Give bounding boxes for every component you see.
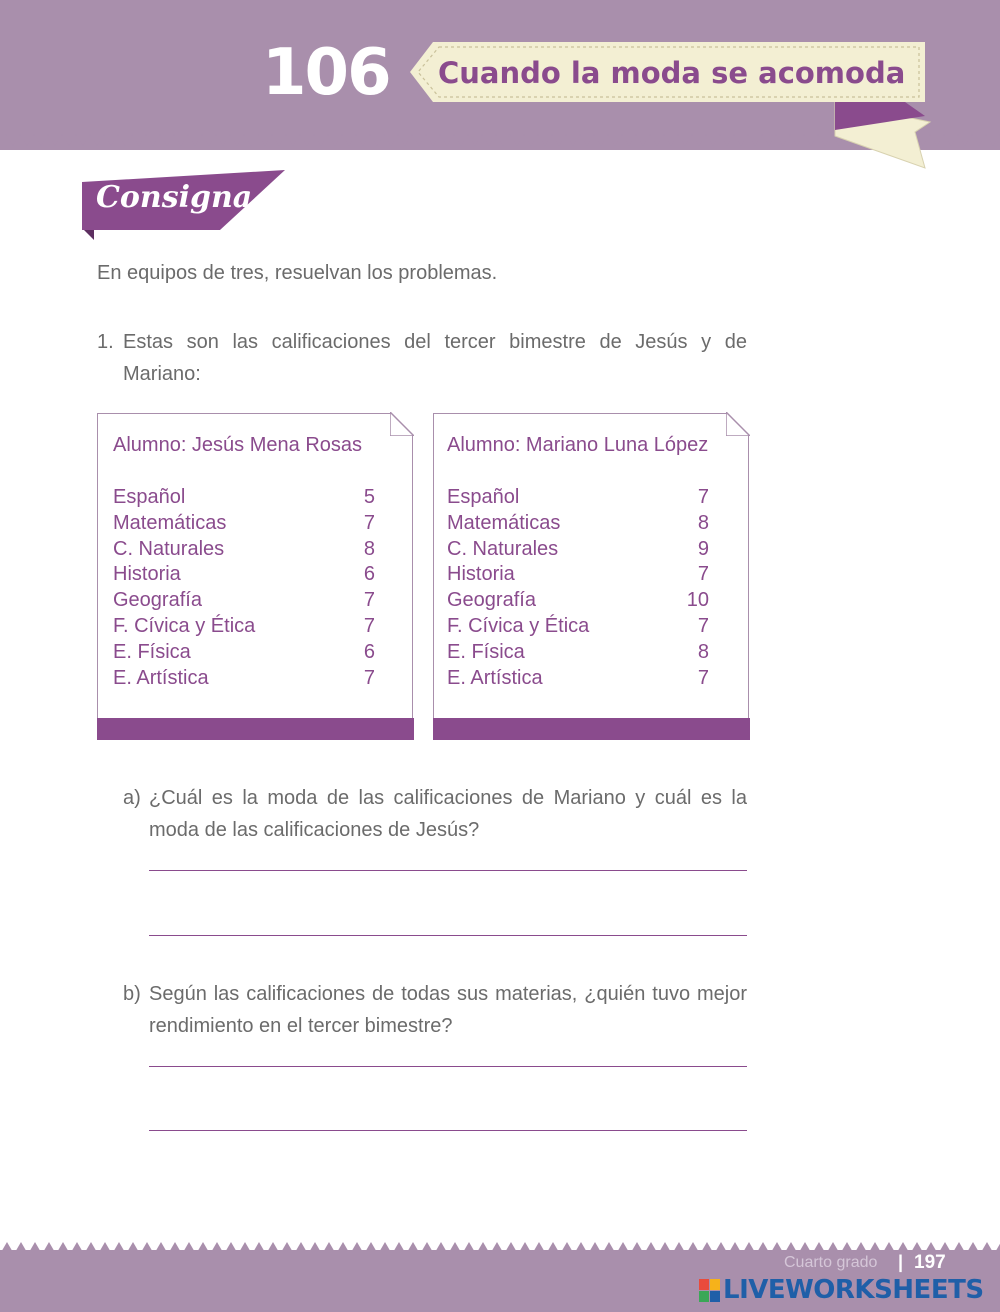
grade-row — [113, 486, 375, 512]
grade-value: 7 — [697, 666, 709, 689]
card-bottom-bar — [433, 718, 750, 740]
grade-row — [447, 641, 709, 667]
subject-label: F. Cívica y Ética — [113, 614, 256, 637]
question-text: Según las calificaciones de todas sus materias, ¿quién tuvo mejor rendimiento en el tercer bimestre? — [149, 983, 747, 1037]
grade-row — [113, 589, 375, 615]
grade-value: 7 — [363, 589, 375, 612]
grade-row — [447, 538, 709, 564]
subject-label: Historia — [113, 563, 181, 586]
grade-value: 5 — [363, 486, 375, 508]
grade-value: 10 — [686, 589, 709, 612]
grade-value: 7 — [697, 486, 709, 508]
footer-grade-label: Cuarto grado — [784, 1254, 878, 1271]
grades-list — [113, 486, 375, 692]
question-letter: a) — [123, 787, 141, 809]
grade-row — [447, 563, 709, 589]
grade-row — [113, 538, 375, 564]
grade-row — [113, 512, 375, 538]
problem-number: 1. — [97, 331, 114, 353]
grade-value: 8 — [363, 537, 375, 560]
grade-value: 6 — [363, 563, 375, 586]
grades-card-mariano — [433, 413, 749, 740]
student-name: Alumno: Mariano Luna López — [447, 434, 709, 456]
grade-row — [113, 641, 375, 667]
grade-value: 7 — [363, 614, 375, 637]
grade-value: 8 — [697, 511, 709, 534]
grade-row — [113, 667, 375, 693]
grade-value: 7 — [697, 563, 709, 586]
page-number: 197 — [914, 1252, 946, 1273]
problem-text: Estas son las calificaciones del tercer bimestre de Jesús y de Mariano: — [123, 331, 747, 385]
subject-label: Historia — [447, 563, 515, 586]
grade-row — [447, 512, 709, 538]
subject-label: E. Física — [113, 640, 191, 663]
answer-line-b-2[interactable] — [149, 1130, 747, 1131]
grade-value: 9 — [697, 537, 709, 560]
grade-value: 7 — [363, 511, 375, 534]
question-letter: b) — [123, 983, 141, 1005]
subject-label: E. Artística — [447, 666, 543, 689]
subject-label: Matemáticas — [113, 511, 227, 534]
grade-row — [447, 615, 709, 641]
page-fold-icon — [726, 412, 750, 436]
subject-label: C. Naturales — [113, 537, 225, 560]
student-name: Alumno: Jesús Mena Rosas — [113, 434, 363, 456]
liveworksheets-logo-icon — [699, 1279, 721, 1303]
lesson-number: 106 — [262, 36, 390, 110]
answer-line-b-1[interactable] — [149, 1066, 747, 1067]
subject-label: Geografía — [447, 589, 536, 612]
subject-label: Geografía — [113, 589, 202, 612]
subject-label: Matemáticas — [447, 511, 561, 534]
grade-row — [447, 667, 709, 693]
subject-label: E. Artística — [113, 666, 209, 689]
grade-value: 7 — [363, 666, 375, 689]
liveworksheets-watermark: LIVEWORKSHEETS — [723, 1275, 984, 1305]
grade-value: 6 — [363, 640, 375, 663]
answer-line-a-2[interactable] — [149, 935, 747, 936]
card-bottom-bar — [97, 718, 414, 740]
grade-row — [447, 486, 709, 512]
consigna-label: Consigna — [96, 180, 253, 215]
subject-label: Español — [113, 486, 186, 508]
subject-label: F. Cívica y Ética — [447, 614, 590, 637]
question-text: ¿Cuál es la moda de las calificaciones de Mariano y cuál es la moda de las calificaciones de Jesús? — [149, 787, 747, 841]
grade-row — [113, 563, 375, 589]
instruction-text: En equipos de tres, resuelvan los problemas. — [97, 262, 498, 284]
page-fold-icon — [390, 412, 414, 436]
grades-list — [447, 486, 709, 692]
answer-line-a-1[interactable] — [149, 870, 747, 871]
subject-label: Español — [447, 486, 520, 508]
grade-value: 7 — [697, 614, 709, 637]
subject-label: E. Física — [447, 640, 525, 663]
grade-row — [447, 589, 709, 615]
subject-label: C. Naturales — [447, 537, 559, 560]
lesson-title: Cuando la moda se acomoda — [438, 56, 906, 90]
footer-separator: | — [898, 1252, 904, 1272]
grades-card-jesus — [97, 413, 413, 740]
grade-value: 8 — [697, 640, 709, 663]
grade-row — [113, 615, 375, 641]
